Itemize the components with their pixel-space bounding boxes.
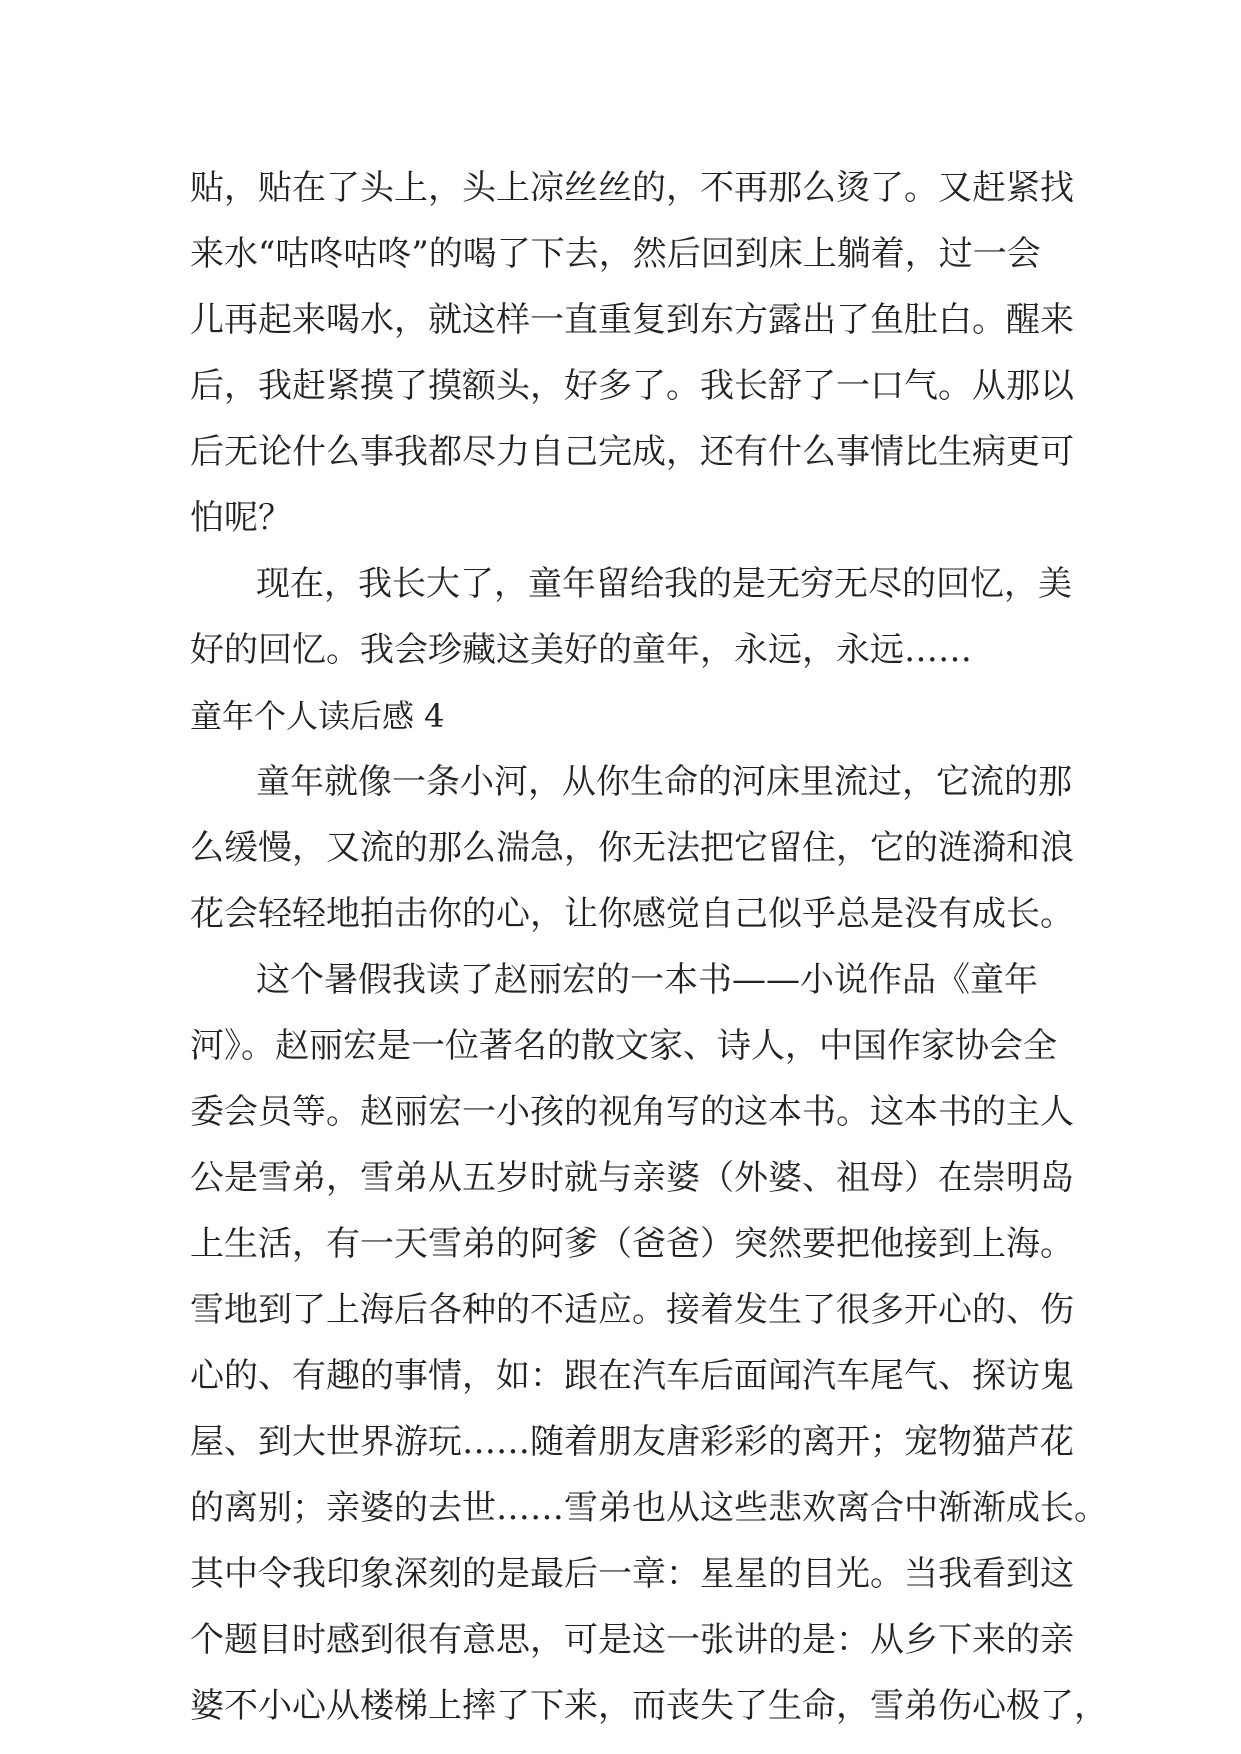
text-line: 好的回忆。我会珍藏这美好的童年，永远，永远…… [190, 630, 972, 670]
text-line: 个题目时感到很有意思，可是这一张讲的是：从乡下来的亲 [190, 1620, 1074, 1660]
text-line: 婆不小心从楼梯上摔了下来，而丧失了生命，雪弟伤心极了， [190, 1686, 1108, 1726]
text-line: 贴，贴在了头上，头上凉丝丝的，不再那么烫了。又赶紧找 [190, 168, 1074, 208]
text-line: 花会轻轻地拍击你的心，让你感觉自己似乎总是没有成长。 [190, 894, 1074, 934]
text-line: 后无论什么事我都尽力自己完成，还有什么事情比生病更可 [190, 432, 1074, 472]
text-line: 屋、到大世界游玩……随着朋友唐彩彩的离开；宠物猫芦花 [190, 1422, 1074, 1462]
text-line: 童年就像一条小河，从你生命的河床里流过，它流的那 [256, 762, 1072, 802]
text-line: 心的、有趣的事情，如：跟在汽车后面闻汽车尾气、探访鬼 [190, 1356, 1074, 1396]
text-line: 怕呢？ [190, 498, 292, 538]
paragraph [190, 551, 1070, 683]
document-body [190, 155, 1108, 1739]
text-line: 么缓慢，又流的那么湍急，你无法把它留住，它的涟漪和浪 [190, 828, 1074, 868]
text-line: 河》。赵丽宏是一位著名的散文家、诗人，中国作家协会全 [190, 1026, 1057, 1066]
text-line: 公是雪弟，雪弟从五岁时就与亲婆（外婆、祖母）在崇明岛 [190, 1158, 1074, 1198]
paragraph [190, 947, 1108, 1739]
paragraph [190, 155, 1074, 551]
text-line: 来水“咕咚咕咚”的喝了下去，然后回到床上躺着，过一会 [190, 234, 1041, 274]
text-line: 儿再起来喝水，就这样一直重复到东方露出了鱼肚白。醒来 [190, 300, 1074, 340]
text-line: 雪地到了上海后各种的不适应。接着发生了很多开心的、伤 [190, 1290, 1074, 1330]
section-heading: 童年个人读后感 4 [190, 697, 445, 735]
text-line: 委会员等。赵丽宏一小孩的视角写的这本书。这本书的主人 [190, 1092, 1074, 1132]
text-line: 上生活，有一天雪弟的阿爹（爸爸）突然要把他接到上海。 [190, 1224, 1074, 1264]
text-line: 后，我赶紧摸了摸额头，好多了。我长舒了一口气。从那以 [190, 366, 1074, 406]
text-line: 这个暑假我读了赵丽宏的一本书——小说作品《童年 [256, 960, 1038, 1000]
paragraph [190, 749, 1074, 947]
text-line: 现在，我长大了，童年留给我的是无穷无尽的回忆，美 [256, 564, 1072, 604]
text-line: 其中令我印象深刻的是最后一章：星星的目光。当我看到这 [190, 1554, 1074, 1594]
text-line: 的离别；亲婆的去世……雪弟也从这些悲欢离合中渐渐成长。 [190, 1488, 1108, 1528]
